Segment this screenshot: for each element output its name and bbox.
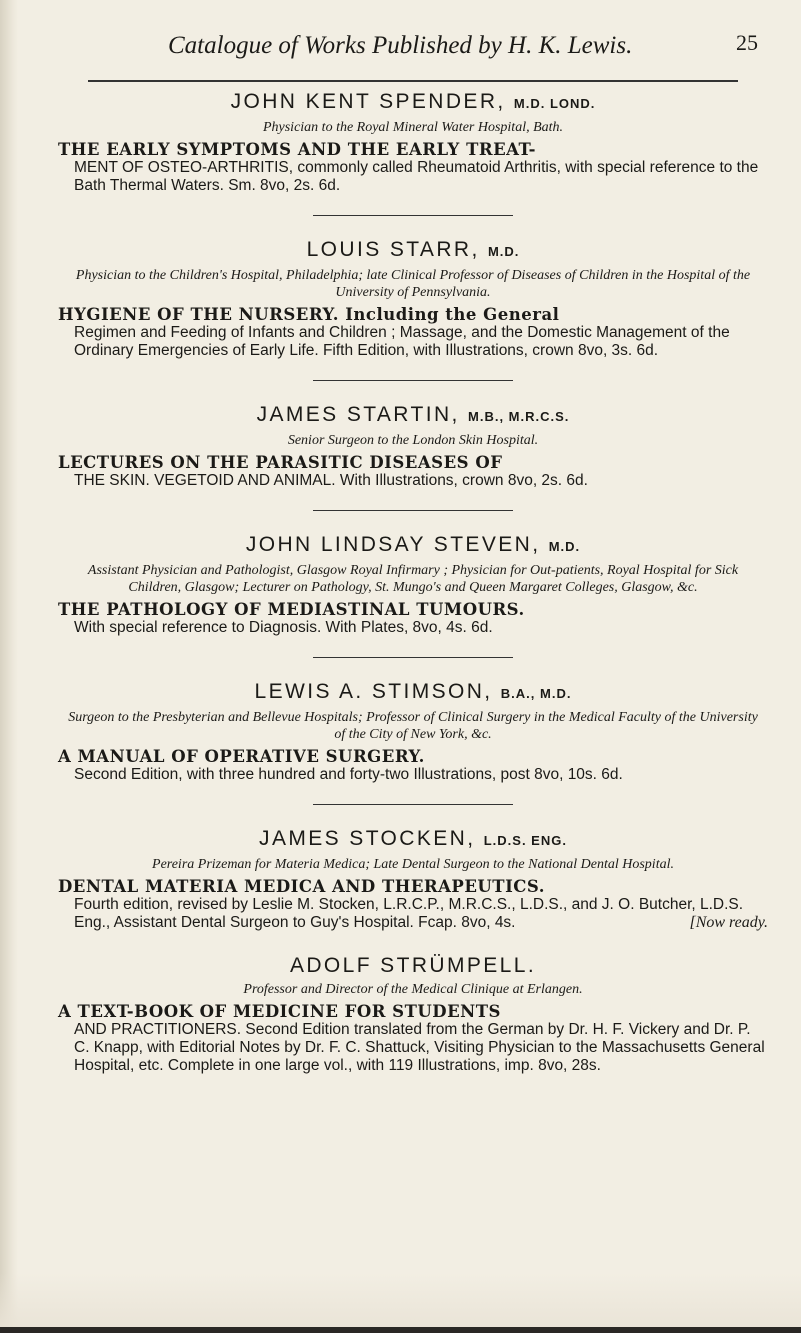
- catalogue-entry: [58, 403, 768, 490]
- author-degrees: B.A., M.D.: [500, 686, 572, 701]
- author-name: [58, 90, 768, 116]
- catalogue-entry: [58, 238, 768, 360]
- page-bottom-shade: [0, 1273, 801, 1333]
- author-text: JAMES STOCKEN,: [259, 827, 476, 850]
- author-description: Assistant Physician and Pathologist, Glasgow Royal Infirmary ; Physician for Out-patients, Royal Hospital for Sick Children, Glasgow; Lecturer on Pathology, St. Mungo's and Queen Margaret Colleges, Glasgow, &c.: [87, 563, 739, 595]
- page-edge: [0, 1327, 801, 1333]
- author-text: LOUIS STARR,: [306, 238, 480, 261]
- catalogue-entry: [58, 954, 768, 1075]
- author-description: Pereira Prizeman for Materia Medica; Late Dental Surgeon to the National Dental Hospital.: [152, 857, 674, 872]
- book-title: DENTAL MATERIA MEDICA AND THERAPEUTICS.: [58, 877, 546, 896]
- author-degrees: M.D. LOND.: [513, 96, 596, 111]
- author-description: Professor and Director of the Medical Clinique at Erlangen.: [243, 982, 583, 997]
- author-name: [58, 827, 768, 853]
- book-details: Second Edition, with three hundred and forty-two Illustrations, post 8vo, 10s. 6d.: [74, 766, 623, 783]
- book-details: THE SKIN. VEGETOID AND ANIMAL. With Illustrations, crown 8vo, 2s. 6d.: [74, 472, 588, 489]
- entry-divider: [313, 510, 513, 511]
- book-details: MENT OF OSTEO-ARTHRITIS, commonly called Rheumatoid Arthritis, with special reference to the Bath Thermal Waters. Sm. 8vo, 2s. 6d.: [74, 159, 759, 194]
- author-name: [58, 954, 768, 978]
- book-title: A MANUAL OF OPERATIVE SURGERY.: [58, 747, 425, 766]
- catalogue-entry: [58, 90, 768, 195]
- author-degrees: L.D.S. ENG.: [483, 833, 567, 848]
- author-description: Physician to the Children's Hospital, Philadelphia; late Clinical Professor of Diseases of Children in the Hospital of the University of Pennsylvania.: [75, 268, 751, 300]
- author-text: JAMES STARTIN,: [256, 403, 460, 426]
- entry-divider: [313, 380, 513, 381]
- book-title: THE PATHOLOGY OF MEDIASTINAL TUMOURS.: [58, 600, 525, 619]
- author-name: [58, 403, 768, 429]
- catalogue-entry: [58, 533, 768, 637]
- author-description: Surgeon to the Presbyterian and Bellevue Hospitals; Professor of Clinical Surgery in the Medical Faculty of the University of the City of New York, &c.: [68, 710, 758, 742]
- book-details: Regimen and Feeding of Infants and Children ; Massage, and the Domestic Management of the Ordinary Emergencies of Early Life. Fifth Edition, with Illustrations, crown 8vo, 3s. 6d.: [74, 324, 730, 359]
- running-head-title: Catalogue of Works Published by H. K. Lewis.: [168, 32, 633, 59]
- book-details: [58, 896, 768, 932]
- book-title: HYGIENE OF THE NURSERY. Including the General: [58, 305, 560, 324]
- author-text: LEWIS A. STIMSON,: [254, 680, 493, 703]
- page-number: 25: [736, 30, 758, 55]
- author-degrees: M.D.: [487, 244, 520, 259]
- author-name: [58, 533, 768, 559]
- author-text: JOHN LINDSAY STEVEN,: [245, 533, 541, 556]
- header-rule: [88, 80, 738, 82]
- entry-divider: [313, 215, 513, 216]
- author-degrees: M.D.: [548, 539, 581, 554]
- book-title: LECTURES ON THE PARASITIC DISEASES OF: [58, 453, 503, 472]
- book-spine-shadow: [0, 0, 18, 1333]
- book-details: With special reference to Diagnosis. With Plates, 8vo, 4s. 6d.: [74, 619, 493, 636]
- availability-note: [Now ready.: [689, 914, 768, 931]
- author-description: Senior Surgeon to the London Skin Hospital.: [287, 433, 539, 448]
- author-name: [58, 680, 768, 706]
- author-text: JOHN KENT SPENDER,: [230, 90, 506, 113]
- book-title: THE EARLY SYMPTOMS AND THE EARLY TREAT-: [58, 140, 536, 159]
- entry-divider: [313, 804, 513, 805]
- author-degrees: M.B., M.R.C.S.: [468, 409, 570, 424]
- book-title: A TEXT-BOOK OF MEDICINE FOR STUDENTS: [58, 1002, 501, 1021]
- catalogue-entry: [58, 680, 768, 784]
- entry-divider: [313, 657, 513, 658]
- catalogue-page: [58, 30, 768, 1075]
- catalogue-entry: [58, 827, 768, 932]
- author-description: Physician to the Royal Mineral Water Hospital, Bath.: [262, 120, 564, 135]
- running-head: [58, 30, 768, 70]
- book-details: AND PRACTITIONERS. Second Edition translated from the German by Dr. H. F. Vickery and Dr. P. C. Knapp, with Editorial Notes by Dr. F. C. Shattuck, Visiting Physician to the Massachusetts General Hospital, etc. Complete in one large vol., with 119 Illustrations, imp. 8vo, 28s.: [74, 1021, 765, 1074]
- author-name: [58, 238, 768, 264]
- book-details-text: Fourth edition, revised by Leslie M. Stocken, L.R.C.P., M.R.C.S., L.D.S., and J. O. Butcher, L.D.S. Eng., Assistant Dental Surgeon to Guy's Hospital. Fcap. 8vo, 4s.: [74, 896, 744, 931]
- author-text: ADOLF STRÜMPELL.: [289, 954, 537, 977]
